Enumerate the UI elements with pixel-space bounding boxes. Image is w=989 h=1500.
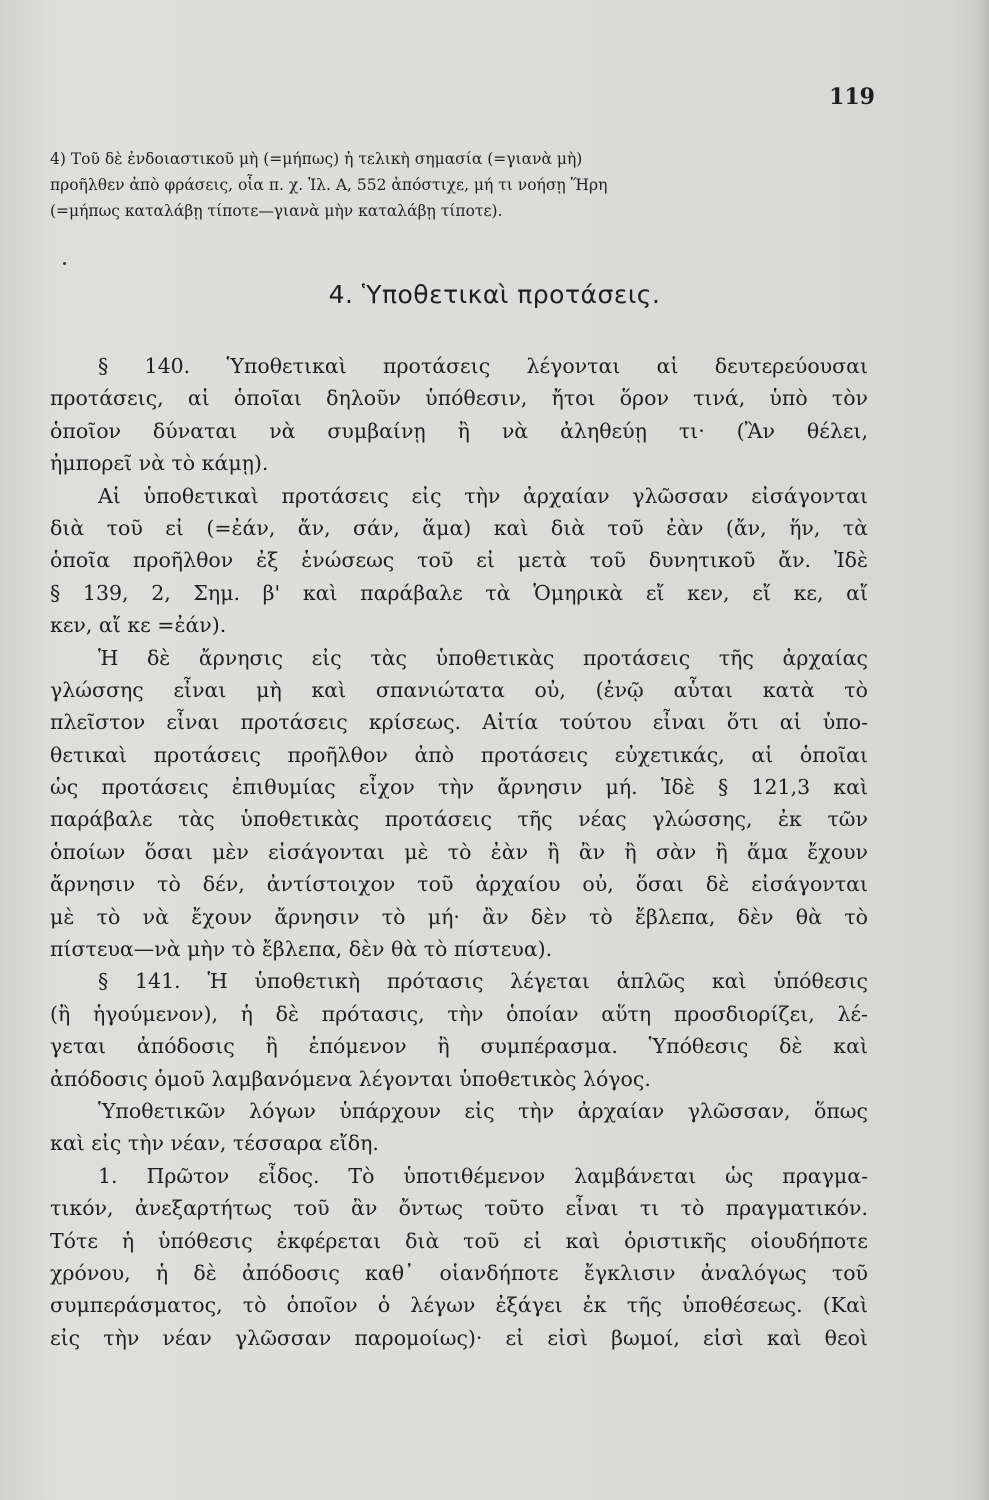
text-line: διὰ τοῦ εἰ (=ἐάν, ἄν, σάν, ἅμα) καὶ διὰ τοῦ ἐὰν (ἄν, ἥν, τὰ	[50, 515, 868, 540]
print-speck	[63, 262, 66, 265]
text-line: χρόνου, ἡ δὲ ἀπόδοσις καθ᾽ οἱανδήποτε ἔγκλισιν ἀναλόγως τοῦ	[50, 1260, 868, 1285]
text-line: Ἡ δὲ ἄρνησις εἰς τὰς ὑποθετικὰς προτάσεις τῆς ἀρχαίας	[98, 645, 868, 670]
text-line: γλώσσης εἶναι μὴ καὶ σπανιώτατα οὐ, (ἐνῷ αὗται κατὰ τὸ	[50, 677, 868, 702]
footnote	[50, 146, 868, 224]
text-line: εἰς τὴν νέαν γλῶσσαν παρομοίως)· εἰ εἰσὶ βωμοί, εἰσὶ καὶ θεοὶ	[50, 1325, 868, 1350]
page-edge	[975, 0, 989, 1500]
text-line: ἀπόδοσις ὁμοῦ λαμβανόμενα λέγονται ὑποθετικὸς λόγος.	[50, 1066, 651, 1091]
text-line: πίστευα—νὰ μὴν τὸ ἔβλεπα, δὲν θὰ τὸ πίστευα).	[50, 937, 553, 962]
text-line: συμπεράσματος, τὸ ὁποῖον ὁ λέγων ἐξάγει ἐκ τῆς ὑποθέσεως. (Καὶ	[50, 1293, 868, 1318]
text-line: ὁποῖον δύναται νὰ συμβαίνῃ ἢ νὰ ἀληθεύῃ τι· (Ἂν θέλει,	[50, 418, 868, 443]
text-line: θετικαὶ προτάσεις προῆλθον ἀπὸ προτάσεις εὐχετικάς, αἱ ὁποῖαι	[50, 742, 868, 767]
text-line: § 141. Ἡ ὑποθετικὴ πρότασις λέγεται ἁπλῶς καὶ ὑπόθεσις	[98, 969, 868, 994]
text-line: ὁποίων ὅσαι μὲν εἰσάγονται μὲ τὸ ἐὰν ἢ ἂν ἢ σὰν ἢ ἅμα ἔχουν	[50, 839, 868, 864]
text-line: 1. Πρῶτον εἶδος. Τὸ ὑποτιθέμενον λαμβάνεται ὡς πραγμα-	[98, 1163, 868, 1188]
text-line: ἄρνησιν τὸ δέν, ἀντίστοιχον τοῦ ἀρχαίου οὐ, ὅσαι δὲ εἰσάγονται	[50, 872, 868, 897]
text-line: τικόν, ἀνεξαρτήτως τοῦ ἂν ὄντως τοῦτο εἶναι τι τὸ πραγματικόν.	[50, 1196, 868, 1221]
text-line: § 140. Ὑποθετικαὶ προτάσεις λέγονται αἱ δευτερεύουσαι	[98, 354, 868, 378]
text-line: ἠμπορεῖ νὰ τὸ κάμῃ).	[50, 451, 269, 476]
text-line: § 139, 2, Σημ. β' καὶ παράβαλε τὰ Ὁμηρικὰ εἴ κεν, εἴ κε, αἴ	[50, 580, 868, 605]
text-line: καὶ εἰς τὴν νέαν, τέσσαρα εἴδη.	[50, 1131, 379, 1156]
text-line: προτάσεις, αἱ ὁποῖαι δηλοῦν ὑπόθεσιν, ἤτοι ὅρον τινά, ὑπὸ τὸν	[50, 386, 868, 411]
footnote-line: 4) Τοῦ δὲ ἐνδοιαστικοῦ μὴ (=μήπως) ἡ τελικὴ σημασία (=γιανὰ μὴ)	[50, 150, 583, 168]
body-text	[50, 350, 868, 1354]
text-line: Τότε ἡ ὑπόθεσις ἐκφέρεται διὰ τοῦ εἰ καὶ ὁριστικῆς οἱουδήποτε	[50, 1228, 868, 1253]
text-line: Αἱ ὑποθετικαὶ προτάσεις εἰς τὴν ἀρχαίαν γλῶσσαν εἰσάγονται	[98, 483, 868, 508]
text-line: ὡς προτάσεις ἐπιθυμίας εἶχον τὴν ἄρνησιν μή. Ἰδὲ § 121,3 καὶ	[50, 775, 868, 800]
text-line: πλεῖστον εἶναι προτάσεις κρίσεως. Αἰτία τούτου εἶναι ὅτι αἱ ὑπο-	[50, 710, 868, 735]
text-line: Ὑποθετικῶν λόγων ὑπάρχουν εἰς τὴν ἀρχαίαν γλῶσσαν, ὅπως	[98, 1098, 868, 1123]
section-heading: 4. Ὑποθετικαὶ προτάσεις.	[328, 280, 661, 309]
footnote-line: (=μήπως καταλάβῃ τίποτε—γιανὰ μὴν καταλάβῃ τίποτε).	[50, 202, 503, 220]
page-number: 119	[829, 84, 875, 110]
text-line: ὁποῖα προῆλθον ἐξ ἑνώσεως τοῦ εἰ μετὰ τοῦ δυνητικοῦ ἄν. Ἰδὲ	[50, 548, 868, 573]
text-line: (ἢ ἡγούμενον), ἡ δὲ πρότασις, τὴν ὁποίαν αὕτη προσδιορίζει, λέ-	[50, 1001, 868, 1026]
text-line: κεν, αἴ κε =ἐάν).	[50, 613, 227, 638]
footnote-line: προῆλθεν ἀπὸ φράσεις, οἷα π. χ. Ἰλ. Α, 552 ἀπόστιχε, μή τι νοήσῃ Ἥρη	[50, 176, 608, 194]
text-line: παράβαλε τὰς ὑποθετικὰς προτάσεις τῆς νέας γλώσσης, ἐκ τῶν	[50, 807, 868, 832]
text-line: μὲ τὸ νὰ ἔχουν ἄρνησιν τὸ μή· ἂν δὲν τὸ ἔβλεπα, δὲν θὰ τὸ	[50, 904, 868, 929]
text-line: γεται ἀπόδοσις ἢ ἑπόμενον ἢ συμπέρασμα. Ὑπόθεσις δὲ καὶ	[50, 1034, 868, 1059]
